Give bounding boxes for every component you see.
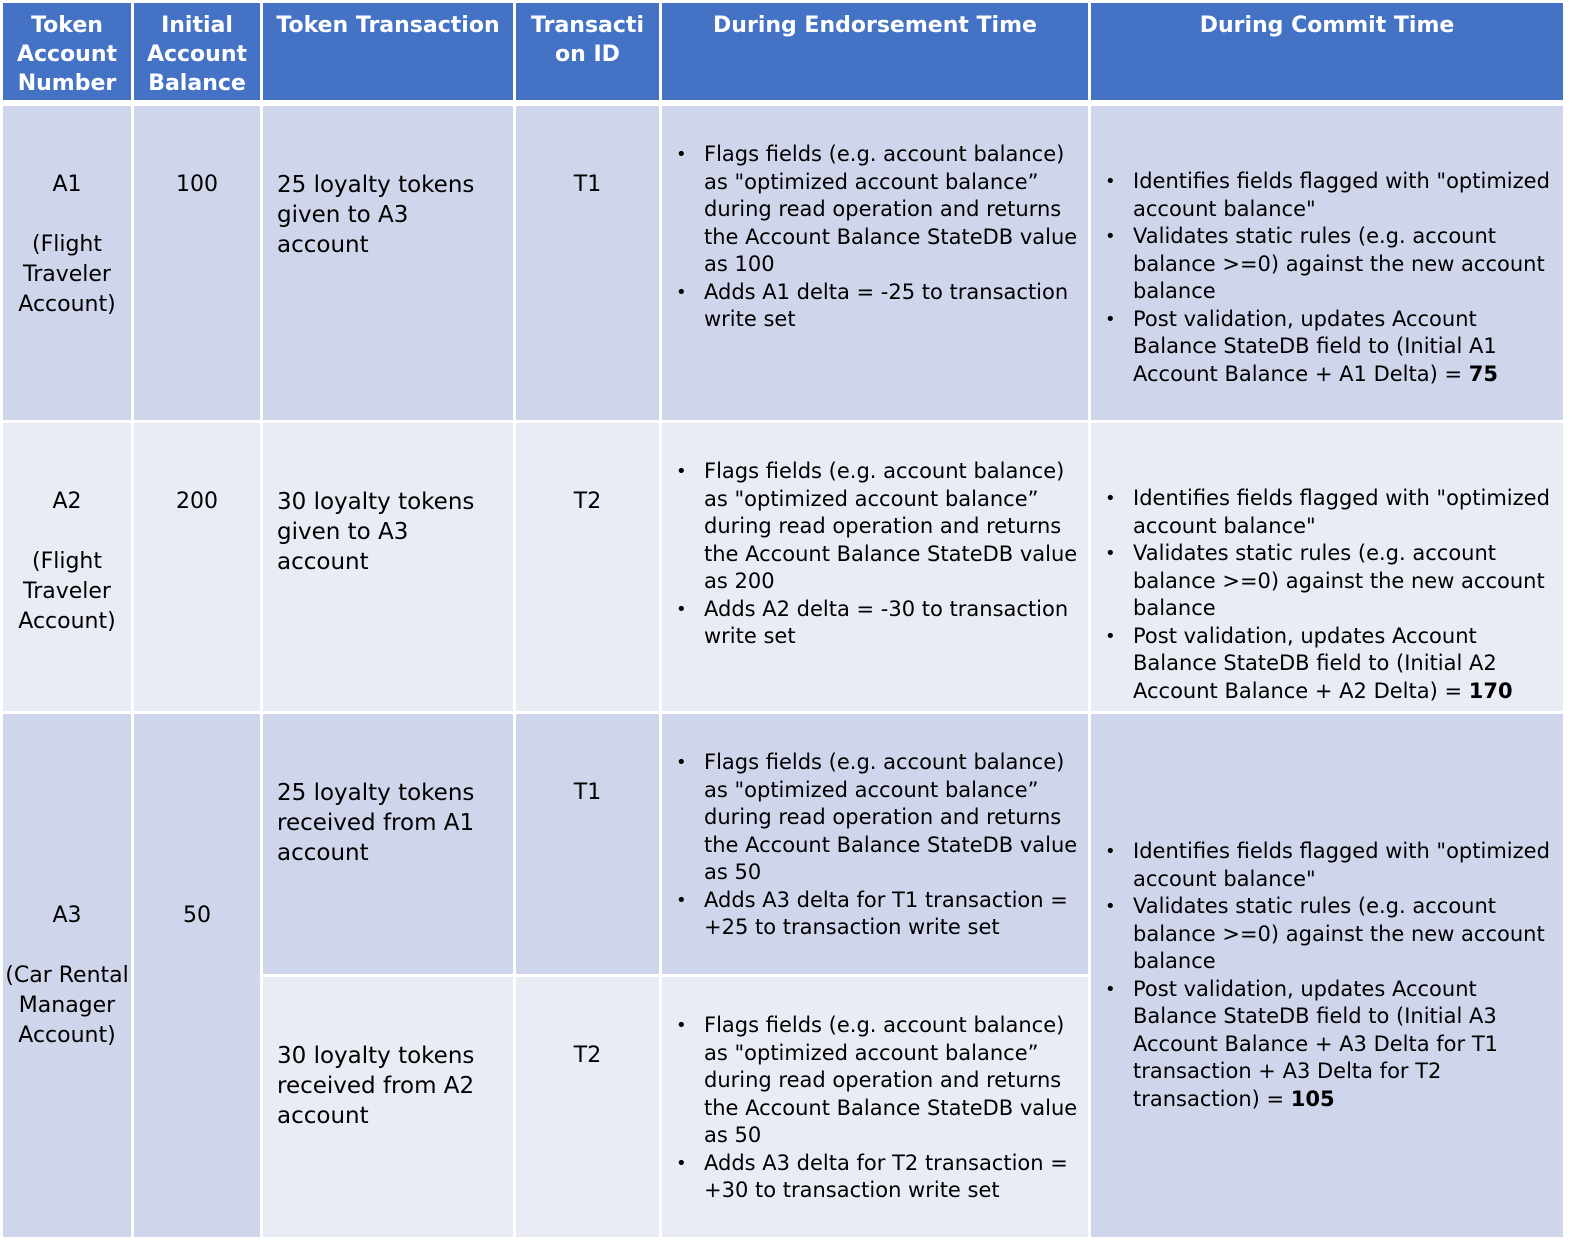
endorsement-cell: [662, 714, 1088, 974]
token-transaction: 25 loyalty tokens received from A1 account: [263, 714, 513, 974]
header-token-transaction: Token Transaction: [263, 3, 513, 103]
list-item: • Adds A3 delta for T2 transaction = +30 to transaction write set: [704, 1150, 1078, 1205]
commit-text: Post validation, updates Account Balance StateDB field to (Initial A2 Account Balance + A2 Delta) =: [1133, 623, 1497, 703]
token-transaction: 30 loyalty tokens received from A2 account: [263, 977, 513, 1237]
list-item: • Identifies fields flagged with "optimized account balance": [1133, 838, 1553, 893]
endorsement-list: [662, 1012, 1078, 1205]
endorsement-cell: [662, 423, 1088, 711]
transaction-id: T1: [516, 106, 659, 420]
commit-cell: [1091, 714, 1563, 1237]
account-cell: [3, 423, 131, 711]
initial-balance: 100: [134, 106, 260, 420]
initial-balance: 200: [134, 423, 260, 711]
list-item: • Validates static rules (e.g. account balance >=0) against the new account balance: [1133, 223, 1553, 306]
commit-list: [1091, 838, 1553, 1113]
list-item: [1133, 623, 1553, 706]
header-commit-time: During Commit Time: [1091, 3, 1563, 103]
account-description: (Car Rental Manager Account): [5, 962, 129, 1048]
commit-text: Post validation, updates Account Balance StateDB field to (Initial A1 Account Balance + A1 Delta) =: [1133, 306, 1497, 386]
account-description: (Flight Traveler Account): [18, 232, 116, 317]
commit-result: 105: [1290, 1086, 1335, 1111]
commit-text: Post validation, updates Account Balance StateDB field to (Initial A3 Account Balance + A3 Delta for T1 transaction + A3 Delta for T2 transaction) =: [1133, 976, 1499, 1111]
list-item: • Adds A1 delta = -25 to transaction write set: [704, 279, 1078, 334]
account-number: A2: [52, 489, 82, 515]
list-item: • Flags fields (e.g. account balance) as "optimized account balance” during read operation and returns the Account Balance StateDB value as 100: [704, 141, 1078, 279]
commit-result: 170: [1468, 678, 1513, 703]
initial-balance: 50: [134, 714, 260, 1237]
endorsement-list: [662, 141, 1078, 334]
account-cell: [3, 106, 131, 420]
list-item: • Adds A3 delta for T1 transaction = +25 to transaction write set: [704, 887, 1078, 942]
list-item: [1133, 976, 1553, 1114]
commit-list: [1091, 168, 1553, 388]
header-account-number: Token Account Number: [3, 3, 131, 103]
table-row: [3, 423, 1563, 711]
token-transaction: 25 loyalty tokens given to A3 account: [263, 106, 513, 420]
header-endorsement-time: During Endorsement Time: [662, 3, 1088, 103]
commit-cell: [1091, 106, 1563, 420]
header-row: [3, 3, 1563, 103]
commit-cell: [1091, 423, 1563, 711]
list-item: • Validates static rules (e.g. account balance >=0) against the new account balance: [1133, 893, 1553, 976]
endorsement-cell: [662, 106, 1088, 420]
table-row: [3, 106, 1563, 420]
list-item: • Adds A2 delta = -30 to transaction write set: [704, 596, 1078, 651]
header-transaction-id: Transacti on ID: [516, 3, 659, 103]
commit-list: [1091, 485, 1553, 705]
transaction-id: T2: [516, 977, 659, 1237]
list-item: • Validates static rules (e.g. account balance >=0) against the new account balance: [1133, 540, 1553, 623]
account-cell: [3, 714, 131, 1237]
list-item: [1133, 306, 1553, 389]
endorsement-cell: [662, 977, 1088, 1237]
endorsement-list: [662, 458, 1078, 651]
transaction-id: T2: [516, 423, 659, 711]
list-item: • Identifies fields flagged with "optimized account balance": [1133, 485, 1553, 540]
token-transaction: 30 loyalty tokens given to A3 account: [263, 423, 513, 711]
account-description: (Flight Traveler Account): [18, 549, 116, 635]
commit-result: 75: [1468, 361, 1498, 386]
table-row: [3, 714, 1563, 974]
list-item: • Flags fields (e.g. account balance) as "optimized account balance” during read operation and returns the Account Balance StateDB value as 50: [704, 1012, 1078, 1150]
list-item: • Flags fields (e.g. account balance) as "optimized account balance” during read operation and returns the Account Balance StateDB value as 50: [704, 749, 1078, 887]
endorsement-list: [662, 749, 1078, 942]
account-number: A1: [52, 172, 82, 197]
list-item: • Identifies fields flagged with "optimized account balance": [1133, 168, 1553, 223]
header-initial-balance: Initial Account Balance: [134, 3, 260, 103]
transaction-id: T1: [516, 714, 659, 974]
list-item: • Flags fields (e.g. account balance) as "optimized account balance” during read operation and returns the Account Balance StateDB value as 200: [704, 458, 1078, 596]
account-number: A3: [52, 902, 82, 928]
